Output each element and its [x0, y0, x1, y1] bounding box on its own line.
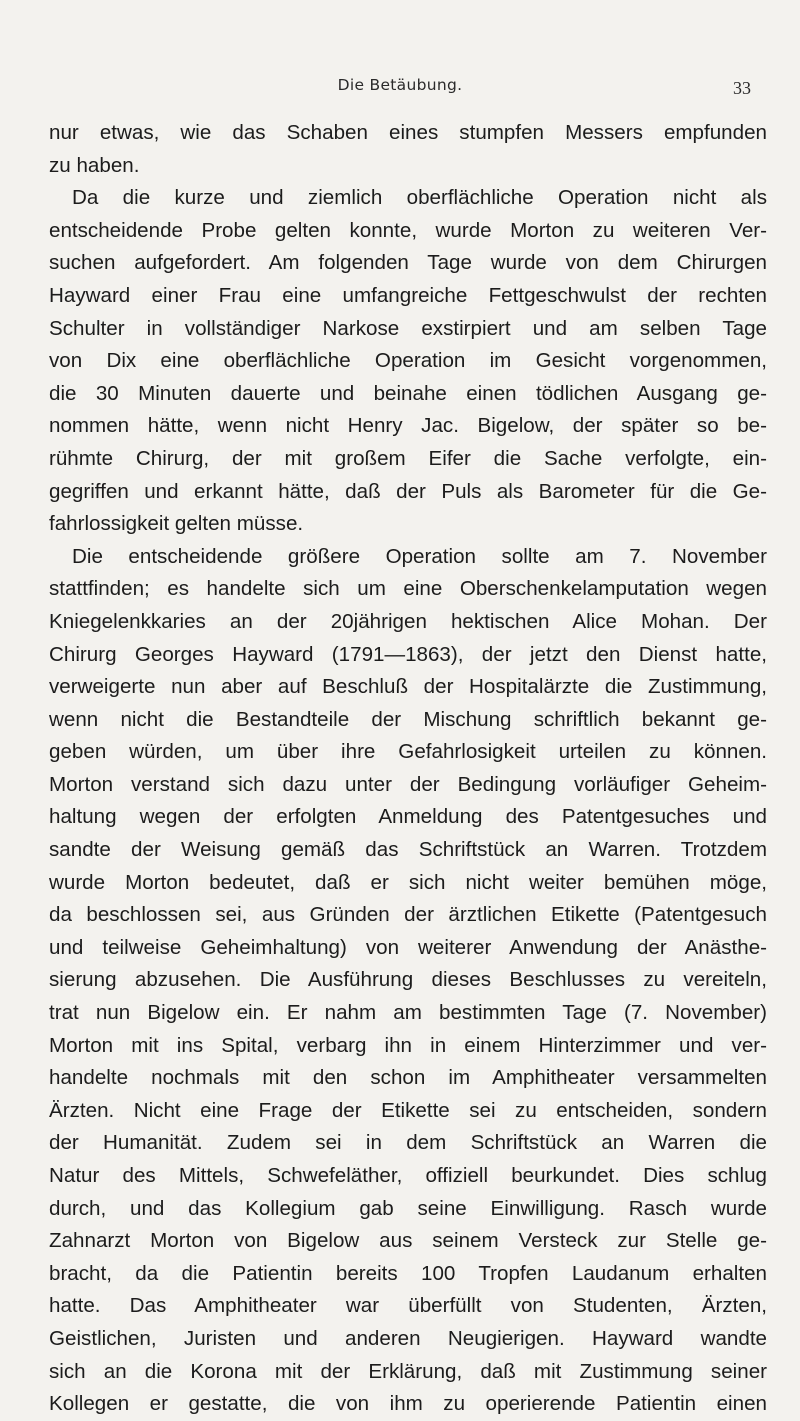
page-number: 33 — [733, 78, 751, 98]
text-line: Morton mit ins Spital, verbarg ihn in einem Hinterzimmer und ver- — [49, 1033, 767, 1057]
text-line: Chirurg Georges Hayward (1791—1863), der jetzt den Dienst hatte, — [49, 642, 767, 666]
chapter-title: Die Betäubung. — [337, 76, 463, 94]
text-line: nommen hätte, wenn nicht Henry Jac. Bigelow, der später so be- — [49, 414, 767, 438]
text-line: Kollegen er gestatte, die von ihm zu operierende Patientin einen — [49, 1392, 767, 1416]
text-line: haltung wegen der erfolgten Anmeldung des Patentgesuches und — [49, 805, 767, 829]
text-line: sierung abzusehen. Die Ausführung dieses Beschlusses zu vereiteln, — [49, 968, 767, 992]
text-line: fahrlossigkeit gelten müsse. — [49, 512, 304, 536]
text-line: von Dix eine oberflächliche Operation im Gesicht vorgenommen, — [49, 349, 767, 373]
text-line: sich an die Korona mit der Erklärung, daß mit Zustimmung seiner — [49, 1359, 767, 1383]
text-line: geben würden, um über ihre Gefahrlosigkeit urteilen zu können. — [49, 740, 767, 764]
text-line: Natur des Mittels, Schwefeläther, offiziell beurkundet. Dies schlug — [49, 1164, 767, 1187]
text-line: und teilweise Geheimhaltung) von weiterer Anwendung der Anästhe- — [49, 935, 767, 959]
text-line: Da die kurze und ziemlich oberflächliche Operation nicht als — [72, 186, 767, 210]
body-text — [49, 117, 767, 1421]
text-line: rühmte Chirurg, der mit großem Eifer die Sache verfolgte, ein- — [49, 446, 767, 470]
text-line: zu haben. — [49, 153, 140, 177]
text-line: bracht, da die Patientin bereits 100 Tropfen Laudanum erhalten — [49, 1261, 767, 1285]
text-line: trat nun Bigelow ein. Er nahm am bestimmten Tage (7. November) — [49, 1001, 767, 1025]
text-line: Die entscheidende größere Operation sollte am 7. November — [72, 544, 767, 568]
text-line: sandte der Weisung gemäß das Schriftstück an Warren. Trotzdem — [49, 838, 767, 862]
text-line: Morton verstand sich dazu unter der Bedingung vorläufiger Geheim- — [49, 772, 767, 796]
text-line: verweigerte nun aber auf Beschluß der Hospitalärzte die Zustimmung, — [49, 675, 767, 699]
text-line: entscheidende Probe gelten konnte, wurde Morton zu weiteren Ver- — [49, 218, 767, 242]
text-line: die 30 Minuten dauerte und beinahe einen tödlichen Ausgang ge- — [49, 381, 767, 405]
text-line: der Humanität. Zudem sei in dem Schriftstück an Warren die — [49, 1131, 767, 1155]
text-line: Geistlichen, Juristen und anderen Neugierigen. Hayward wandte — [49, 1326, 767, 1350]
text-line: nur etwas, wie das Schaben eines stumpfen Messers empfunden — [49, 121, 767, 144]
text-line: stattfinden; es handelte sich um eine Oberschenkelamputation wegen — [49, 577, 767, 601]
text-line: da beschlossen sei, aus Gründen der ärztlichen Etikette (Patentgesuch — [49, 903, 767, 927]
text-line: durch, und das Kollegium gab seine Einwilligung. Rasch wurde — [49, 1196, 767, 1220]
text-line: wurde Morton bedeutet, daß er sich nicht weiter bemühen möge, — [49, 870, 767, 894]
text-line: Schulter in vollständiger Narkose exstirpiert und am selben Tage — [49, 316, 767, 340]
text-line: hatte. Das Amphitheater war überfüllt von Studenten, Ärzten, — [49, 1294, 767, 1318]
text-line: gegriffen und erkannt hätte, daß der Puls als Barometer für die Ge- — [49, 479, 767, 503]
text-line: suchen aufgefordert. Am folgenden Tage wurde von dem Chirurgen — [49, 251, 767, 275]
text-line: wenn nicht die Bestandteile der Mischung schriftlich bekannt ge- — [49, 707, 767, 731]
text-line: Zahnarzt Morton von Bigelow aus seinem Versteck zur Stelle ge- — [49, 1229, 767, 1253]
text-line: Hayward einer Frau eine umfangreiche Fettgeschwulst der rechten — [49, 283, 767, 307]
text-line: Ärzten. Nicht eine Frage der Etikette sei zu entscheiden, sondern — [49, 1098, 767, 1122]
running-head — [0, 76, 800, 100]
text-line: Kniegelenkkaries an der 20jährigen hektischen Alice Mohan. Der — [49, 609, 767, 633]
text-line: handelte nochmals mit den schon im Amphitheater versammelten — [49, 1066, 767, 1090]
